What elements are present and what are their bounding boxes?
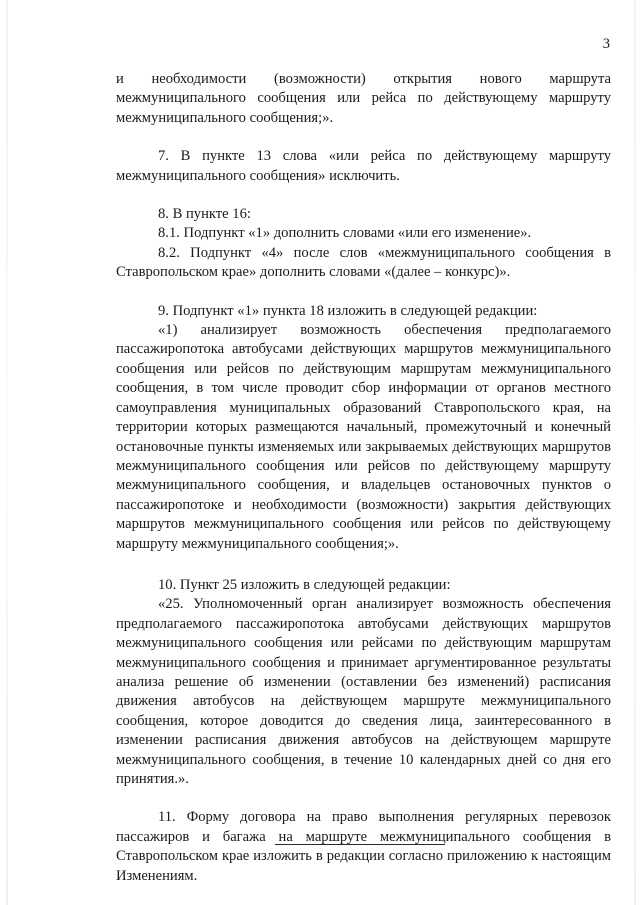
closing-divider-line (275, 844, 445, 845)
scan-edge-left (6, 0, 8, 905)
paragraph-item-10: 10. Пункт 25 изложить в следующей редакции: (158, 576, 451, 593)
paragraph-item-9-text: «1) анализирует возможность обеспечения предполагаемого пассажиропотока автобусами действующих маршрутов межмуниципального сообщения или рейсов по действующим маршрутам межмуниципального сообщения, в том числе проводит сбор информации от органов местного самоуправления муниципальных образований Ставропольского края, на территории которых размещаются начальный, промежуточный и конечный остановочные пункты изменяемых или закрываемых действующих маршрутов межмуниципального сообщения или рейсов по действующему маршруту межмуниципального сообщения, и владельцев остановочных пунктов о пассажиропотоке и необходимости (возможности) закрытия действующих маршрутов межмуниципального сообщения или рейсов по действующему маршруту межмуниципального сообщения;». (116, 322, 611, 552)
paragraph-item-7: 7. В пункте 13 слова «или рейса по действующему маршруту межмуниципального сообщения» исключить. (116, 148, 611, 184)
paragraph-continuation: и необходимости (возможности) открытия нового маршрута межмуниципального сообщения или рейса по действующему маршруту межмуниципального сообщения;». (116, 71, 611, 126)
scan-edge-right (634, 0, 636, 905)
paragraph-item-8: 8. В пункте 16: (158, 206, 251, 223)
document-body (116, 70, 611, 886)
page-number: 3 (602, 36, 610, 52)
paragraph-item-8-1: 8.1. Подпункт «1» дополнить словами «или его изменение». (158, 225, 532, 242)
paragraph-item-11: 11. Форму договора на право выполнения регулярных перевозок пассажиров и багажа на маршруте межмуниципального сообщения в Ставропольском крае изложить в редакции согласно приложению к настоящим Изменениям. (116, 809, 611, 884)
paragraph-item-8-2: 8.2. Подпункт «4» после слов «межмуниципального сообщения в Ставропольском крае» дополнить словами «(далее – конкурс)». (116, 244, 611, 281)
paragraph-item-10-text: «25. Уполномоченный орган анализирует возможность обеспечения предполагаемого пассажиропотока автобусами действующих маршрутов межмуниципального сообщения или рейсами по действующим маршрутам межмуниципального сообщения и принимает аргументированное результаты анализа решение об изменении (оставлении без изменений) расписания движения автобусов на действующем маршруте межмуниципального сообщения, которое доводится до сведения лица, заинтересованного в изменении расписания движения автобусов на действующем маршруте межмуниципального сообщения, в течение 10 календарных дней со дня его принятия.». (116, 596, 611, 787)
paragraph-item-9: 9. Подпункт «1» пункта 18 изложить в следующей редакции: (158, 302, 538, 319)
